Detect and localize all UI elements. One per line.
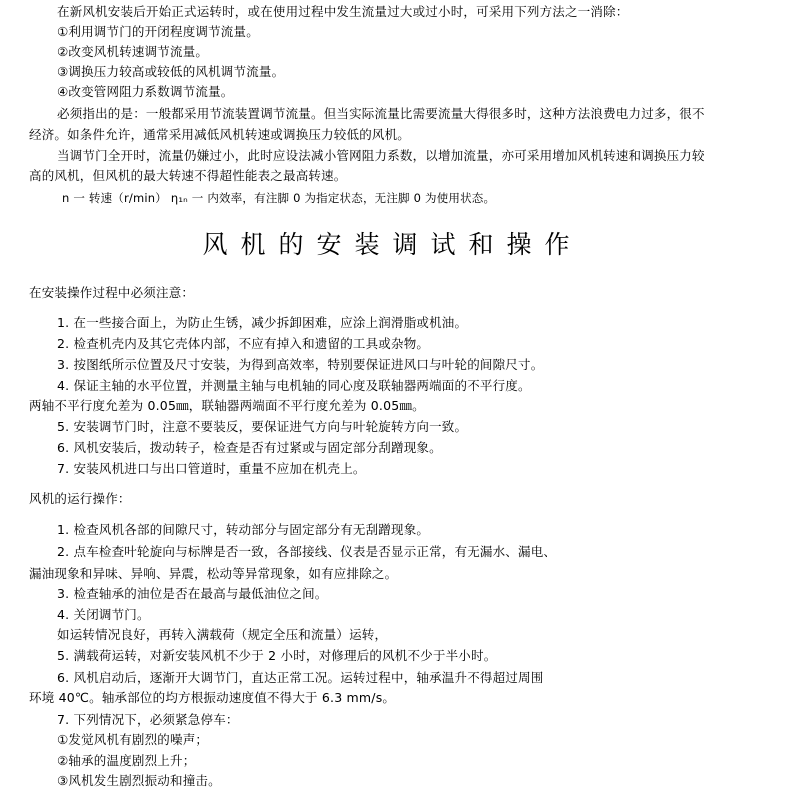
intro-paragraph: 在新风机安装后开始正式运转时，或在使用过程中发生流量过大或过小时，可采用下列方法之一消除： <box>57 4 629 19</box>
stop-condition-1: ①发觉风机有剧烈的噪声； <box>57 732 209 747</box>
install-item-2: 2. 检查机壳内及其它壳体内部，不应有掉入和遗留的工具或杂物。 <box>57 336 430 351</box>
method-item-3: ③调换压力较高或较低的风机调节流量。 <box>57 64 285 79</box>
install-item-4: 4. 保证主轴的水平位置，并测量主轴与电机轴的同心度及联轴器两端面的不平行度。 <box>57 378 531 393</box>
run-item-6: 6. 风机启动后，逐渐开大调节门，直达正常工况。运转过程中，轴承温升不得超过周围 <box>57 670 544 685</box>
run-item-4: 4. 关闭调节门。 <box>57 607 150 622</box>
note-paragraph-1-cont: 经济。如条件允许，通常采用减低风机转速或调换压力较低的风机。 <box>29 127 411 142</box>
section-title: 风机的安装调试和操作 <box>202 230 583 259</box>
method-item-4: ④改变管网阻力系数调节流量。 <box>57 84 234 99</box>
note-paragraph-1: 必须指出的是：一般都采用节流装置调节流量。但当实际流量比需要流量大得很多时，这种方法浪费电力过多，很不 <box>57 106 705 121</box>
stop-condition-3: ③风机发生剧烈振动和撞击。 <box>57 773 221 788</box>
run-item-2: 2. 点车检查叶轮旋向与标牌是否一致，各部接线、仪表是否显示正常，有无漏水、漏电、 <box>57 544 557 559</box>
run-heading: 风机的运行操作： <box>29 491 131 506</box>
run-item-1: 1. 检查风机各部的间隙尺寸，转动部分与固定部分有无刮蹭现象。 <box>57 522 430 537</box>
install-item-1: 1. 在一些接合面上，为防止生锈，减少拆卸困难，应涂上润滑脂或机油。 <box>57 315 468 330</box>
run-item-6-cont: 环境 40℃。轴承部位的均方根振动速度值不得大于 6.3 mm/s。 <box>29 690 396 705</box>
install-item-4-cont: 两轴不平行度允差为 0.05㎜，联轴器两端面不平行度允差为 0.05㎜。 <box>29 398 425 413</box>
run-item-5: 5. 满载荷运转，对新安装风机不少于 2 小时，对修理后的风机不少于半小时。 <box>57 648 497 663</box>
install-item-6: 6. 风机安装后，拨动转子，检查是否有过紧或与固定部分刮蹭现象。 <box>57 440 442 455</box>
run-item-7: 7. 下列情况下，必须紧急停车： <box>57 712 239 727</box>
install-heading: 在安装操作过程中必须注意： <box>29 285 195 300</box>
run-item-4-note: 如运转情况良好，再转入满载荷（规定全压和流量）运转， <box>57 627 388 642</box>
install-item-5: 5. 安装调节门时，注意不要装反，要保证进气方向与叶轮旋转方向一致。 <box>57 419 468 434</box>
symbol-legend: n 一 转速（r/min） η₁ₙ 一 内效率，有注脚 0 为指定状态，无注脚 0 为使用状态。 <box>62 191 496 205</box>
install-item-3: 3. 按图纸所示位置及尺寸安装，为得到高效率，特别要保证进风口与叶轮的间隙尺寸。 <box>57 357 544 372</box>
run-item-2-cont: 漏油现象和异味、异响、异震，松动等异常现象，如有应排除之。 <box>29 566 398 581</box>
note-paragraph-2: 当调节门全开时，流量仍嫌过小，此时应设法减小管网阻力系数，以增加流量，亦可采用增加风机转速和调换压力较 <box>57 148 705 163</box>
note-paragraph-2-cont: 高的风机，但风机的最大转速不得超性能表之最高转速。 <box>29 168 347 183</box>
stop-condition-2: ②轴承的温度剧烈上升； <box>57 753 196 768</box>
method-item-1: ①利用调节门的开闭程度调节流量。 <box>57 24 259 39</box>
install-item-7: 7. 安装风机进口与出口管道时，重量不应加在机壳上。 <box>57 461 366 476</box>
run-item-3: 3. 检查轴承的油位是否在最高与最低油位之间。 <box>57 586 328 601</box>
method-item-2: ②改变风机转速调节流量。 <box>57 44 209 59</box>
